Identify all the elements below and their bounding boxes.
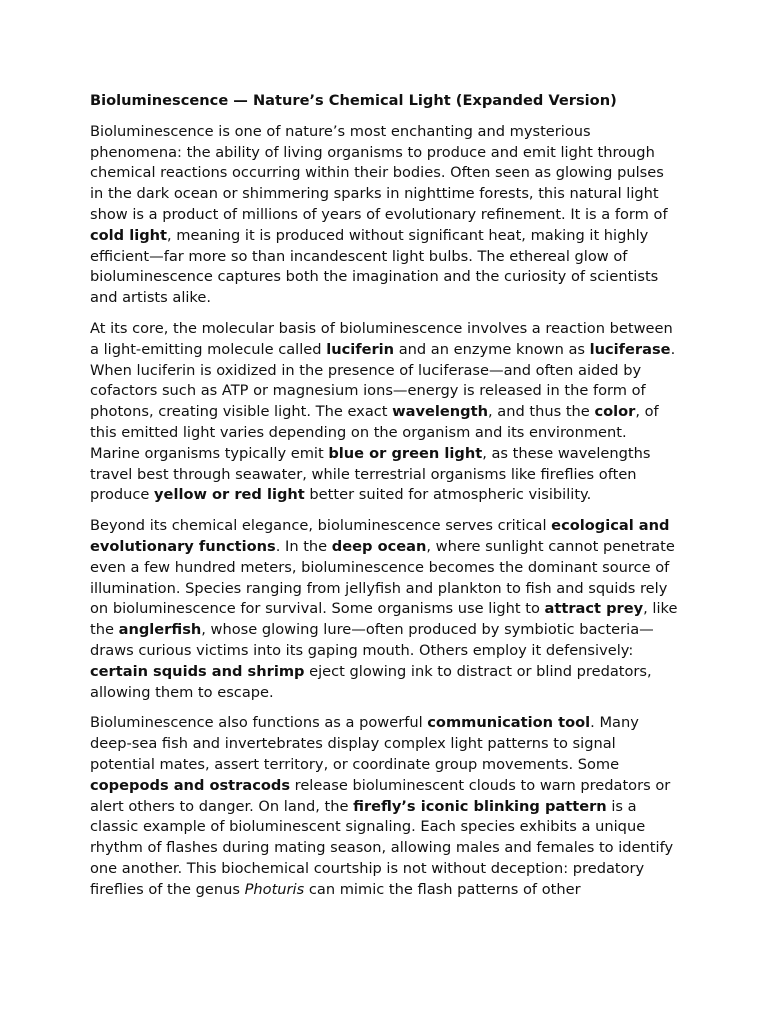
paragraph-text: Beyond its chemical elegance, bioluminescence serves critical (90, 517, 552, 535)
bold-term: color (594, 403, 636, 421)
paragraph (90, 713, 680, 900)
paragraph-text: Bioluminescence also functions as a powerful (90, 714, 428, 732)
bold-term: communication tool (427, 714, 591, 732)
document-page (90, 91, 680, 910)
bold-term: attract prey (544, 600, 644, 618)
bold-term: blue or green light (328, 444, 483, 462)
paragraph-text: , meaning it is produced without significant heat, making it highly efficient—far more so than incandescent light bulbs. The ethereal glow of bioluminescence captures both the imagination and the curiosity of scientists and artists alike. (90, 226, 659, 307)
paragraph-text: . Many deep-sea fish and invertebrates display complex light patterns to signal potential mates, assert territory, or coordinate group movements. Some (90, 714, 639, 773)
bold-term: ecological and evolutionary functions (90, 517, 670, 555)
bold-term: yellow or red light (154, 486, 305, 504)
paragraph (90, 516, 680, 703)
paragraph-text: , and thus the (488, 403, 595, 421)
document-body (90, 122, 680, 901)
bold-term: deep ocean (331, 537, 427, 555)
paragraph (90, 319, 680, 506)
paragraph-text: At its core, the molecular basis of bioluminescence involves a reaction between a light-emitting molecule called (90, 319, 673, 358)
document-title: Bioluminescence — Nature’s Chemical Light (Expanded Version) (90, 92, 617, 109)
bold-term: copepods and ostracods (90, 776, 291, 794)
paragraph-text: , of this emitted light varies depending on the organism and its environment. Marine organisms typically emit (90, 403, 659, 462)
paragraph-text: , whose glowing lure—often produced by symbiotic bacteria—draws curious victims into its gaping mouth. Others employ it defensively: (90, 621, 654, 659)
paragraph-text: , where sunlight cannot penetrate even a few hundred meters, bioluminescence becomes the dominant source of illumination. Species ranging from jellyfish and plankton to fish and squids rely on bioluminescence for survival. Some organisms use light to (90, 537, 675, 618)
paragraph-text: Bioluminescence is one of nature’s most enchanting and mysterious phenomena: the ability of living organisms to produce and emit light through chemical reactions occurring within their bodies. Often seen as glowing pulses in the dark ocean or shimmering sparks in nighttime forests, this natural light show is a product of millions of years of evolutionary refinement. It is a form of (90, 122, 668, 223)
paragraph-text: , like the (90, 600, 678, 639)
paragraph-text: . When luciferin is oxidized in the presence of luciferase—and often aided by cofactors such as ATP or magnesium ions—energy is released in the form of photons, creating visible light. The exact (90, 340, 676, 421)
paragraph-text: and an enzyme known as (394, 340, 590, 358)
paragraph-text: , as these wavelengths travel best through seawater, while terrestrial organisms like fireflies often produce (90, 444, 651, 504)
bold-term: firefly’s iconic blinking pattern (353, 797, 607, 815)
paragraph-text: can mimic the flash patterns of other (304, 880, 581, 898)
italic-term: Photuris (244, 880, 305, 898)
paragraph (90, 122, 680, 309)
bold-term: certain squids and shrimp (90, 662, 305, 680)
bold-term: wavelength (392, 403, 488, 421)
paragraph-text: eject glowing ink to distract or blind predators, allowing them to escape. (90, 662, 652, 701)
paragraph-text: is a classic example of bioluminescent signaling. Each species exhibits a unique rhythm of flashes during mating season, allowing males and females to identify one another. This biochemical courtship is not without deception: predatory fireflies of the genus (90, 797, 674, 898)
bold-term: anglerfish (118, 621, 202, 639)
bold-term: cold light (90, 226, 168, 244)
bold-term: luciferase (589, 340, 671, 358)
bold-term: luciferin (326, 340, 395, 358)
paragraph-text: . In the (275, 537, 332, 555)
paragraph-text: release bioluminescent clouds to warn predators or alert others to danger. On land, the (90, 776, 671, 815)
paragraph-text: better suited for atmospheric visibility. (304, 486, 592, 504)
